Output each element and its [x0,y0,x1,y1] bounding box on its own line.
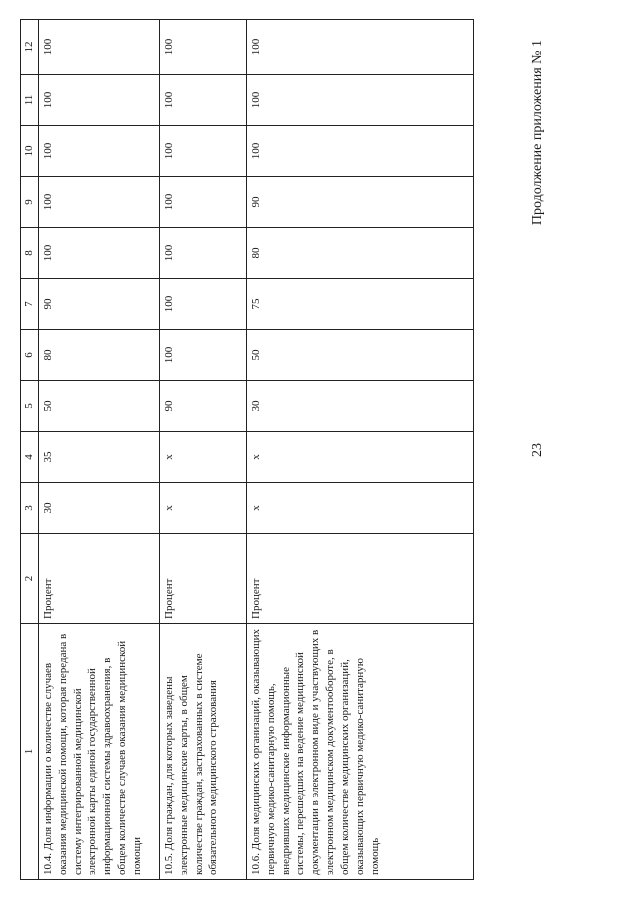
indicator-table [20,19,474,880]
header-row [21,20,39,880]
value-cell: 90 [159,381,246,432]
column-header: 2 [21,534,39,624]
table-row [159,20,246,880]
column-header: 10 [21,126,39,177]
value-cell: 100 [159,75,246,126]
indicator-cell: 10.4. Доля информации о количестве случаев оказания медицинской помощи, которая передана в систему интегрированной медицинской электронной карты единой государственной информационной системы здравоохранения, в общем количестве случаев оказания медицинской помощи [38,624,159,880]
value-cell: x [159,432,246,483]
column-header: 6 [21,330,39,381]
value-cell: 100 [159,279,246,330]
value-cell: 100 [38,228,159,279]
value-cell: 50 [246,330,473,381]
unit-cell: Процент [159,534,246,624]
column-header: 1 [21,624,39,880]
rotated-page [20,20,610,880]
table-row [38,20,159,880]
column-header: 11 [21,75,39,126]
value-cell: 30 [246,381,473,432]
value-cell: 100 [38,126,159,177]
column-header: 7 [21,279,39,330]
page-number: 23 [530,443,545,457]
value-cell: 80 [38,330,159,381]
column-header: 8 [21,228,39,279]
value-cell: 100 [159,126,246,177]
indicator-cell: 10.6. Доля медицинских организаций, оказывающих первичную медико-санитарную помощь, внедривших медицинские информационные системы, перешедших на ведение медицинской документации в электронном виде и участвующих в электронном медицинском документообороте, в общем количестве медицинских организаций, оказывающих первичную медико-санитарную помощь [246,624,473,880]
column-header: 5 [21,381,39,432]
unit-cell: Процент [38,534,159,624]
value-cell: 100 [246,75,473,126]
value-cell: 50 [38,381,159,432]
value-cell: 35 [38,432,159,483]
column-header: 12 [21,20,39,75]
value-cell: x [159,483,246,534]
indicator-cell: 10.5. Доля граждан, для которых заведены электронные медицинские карты, в общем количестве граждан, застрахованных в системе обязательного медицинского страхования [159,624,246,880]
continuation-note: Продолжение приложения № 1 [530,40,545,226]
table-row [246,20,473,880]
column-header: 3 [21,483,39,534]
value-cell: 90 [246,177,473,228]
value-cell: 80 [246,228,473,279]
value-cell: 30 [38,483,159,534]
value-cell: x [246,432,473,483]
value-cell: 90 [38,279,159,330]
value-cell: x [246,483,473,534]
unit-cell: Процент [246,534,473,624]
value-cell: 75 [246,279,473,330]
value-cell: 100 [38,75,159,126]
value-cell: 100 [246,20,473,75]
value-cell: 100 [159,177,246,228]
value-cell: 100 [38,177,159,228]
value-cell: 100 [159,20,246,75]
column-header: 4 [21,432,39,483]
value-cell: 100 [159,228,246,279]
value-cell: 100 [38,20,159,75]
column-header: 9 [21,177,39,228]
value-cell: 100 [246,126,473,177]
value-cell: 100 [159,330,246,381]
